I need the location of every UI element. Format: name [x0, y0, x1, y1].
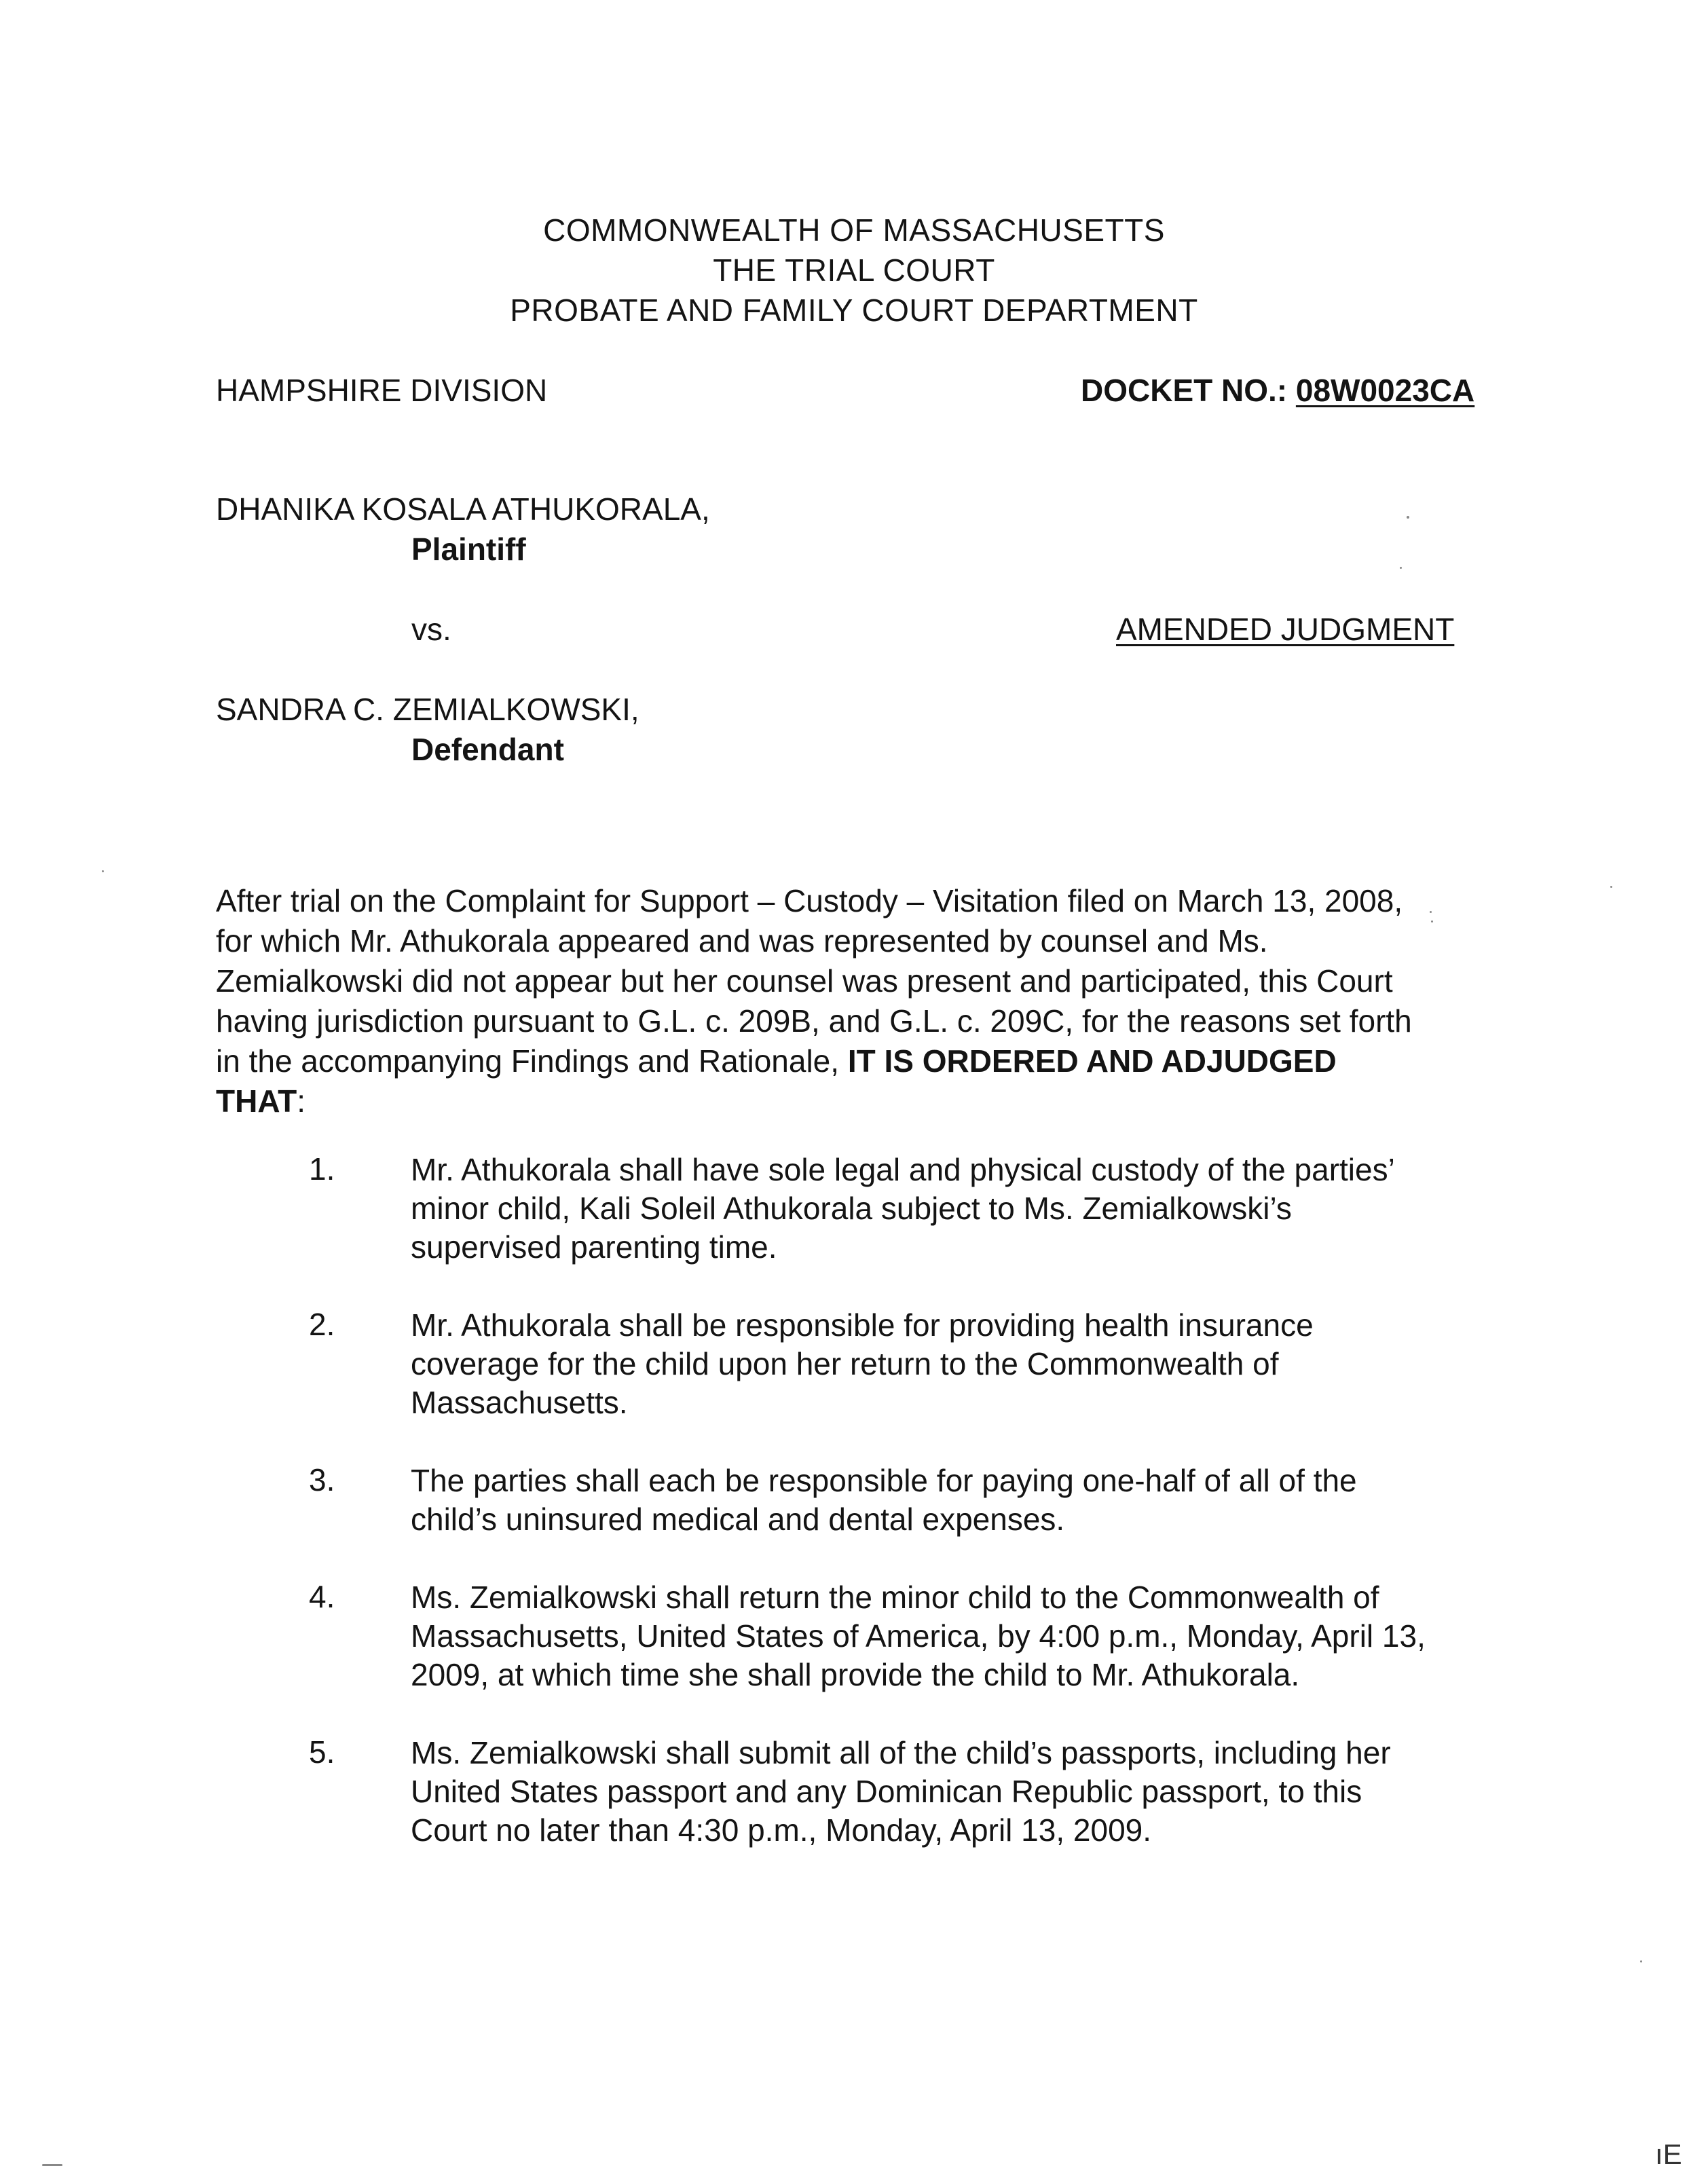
- order-text: [411, 1578, 1531, 1694]
- order-number: 5.: [309, 1734, 335, 1770]
- order-number: 2.: [309, 1307, 335, 1342]
- docket-number: 08W0023CA: [1295, 373, 1475, 408]
- intro-text: in the accompanying Findings and Rationale,: [216, 1043, 848, 1079]
- order-line: Massachusetts, United States of America, by 4:00 p.m., Monday, April 13,: [411, 1618, 1426, 1654]
- order-line: coverage for the child upon her return to the Commonwealth of: [411, 1346, 1279, 1381]
- order-line: Mr. Athukorala shall have sole legal and physical custody of the parties’: [411, 1152, 1395, 1187]
- defendant-name: SANDRA C. ZEMIALKOWSKI,: [216, 692, 639, 727]
- order-number: 4.: [309, 1579, 335, 1614]
- intro-line: Zemialkowski did not appear but her counsel was present and participated, this Court: [216, 963, 1393, 999]
- court-heading-department: PROBATE AND FAMILY COURT DEPARTMENT: [510, 293, 1198, 328]
- order-line: United States passport and any Dominican Republic passport, to this: [411, 1774, 1362, 1809]
- order-line: Court no later than 4:30 p.m., Monday, April 13, 2009.: [411, 1812, 1152, 1848]
- plaintiff-name: DHANIKA KOSALA ATHUKORALA,: [216, 491, 710, 527]
- order-text: [411, 1306, 1531, 1422]
- order-line: child’s uninsured medical and dental expenses.: [411, 1502, 1065, 1537]
- order-line: Ms. Zemialkowski shall return the minor child to the Commonwealth of: [411, 1580, 1379, 1615]
- order-line: Mr. Athukorala shall be responsible for providing health insurance: [411, 1307, 1314, 1343]
- court-heading-commonwealth: COMMONWEALTH OF MASSACHUSETTS: [543, 212, 1165, 248]
- scan-speck: [42, 2164, 62, 2166]
- intro-paragraph: [216, 881, 1519, 1121]
- intro-line: having jurisdiction pursuant to G.L. c. 209B, and G.L. c. 209C, for the reasons set forth: [216, 1003, 1412, 1039]
- scan-speck: [1431, 920, 1433, 923]
- court-heading-trial-court: THE TRIAL COURT: [713, 253, 995, 288]
- scan-speck: [1430, 911, 1432, 913]
- intro-line: [216, 1081, 1519, 1121]
- order-line: 2009, at which time she shall provide the child to Mr. Athukorala.: [411, 1657, 1300, 1692]
- division-label: HAMPSHIRE DIVISION: [216, 373, 548, 408]
- order-line: Ms. Zemialkowski shall submit all of the child’s passports, including her: [411, 1735, 1391, 1770]
- intro-line: for which Mr. Athukorala appeared and was represented by counsel and Ms.: [216, 923, 1268, 958]
- intro-line: After trial on the Complaint for Support – Custody – Visitation filed on March 13, 2008,: [216, 883, 1403, 918]
- order-line: Massachusetts.: [411, 1385, 628, 1420]
- order-number: 1.: [309, 1151, 335, 1187]
- scan-speck: [1610, 886, 1612, 888]
- docket-label: DOCKET NO.:: [1081, 373, 1296, 408]
- corner-mark: ıΕ: [1655, 2138, 1682, 2170]
- docket-line: [1081, 372, 1474, 409]
- scan-speck: [102, 870, 104, 872]
- that-colon: :: [297, 1083, 306, 1119]
- document-title: AMENDED JUDGMENT: [1116, 612, 1455, 647]
- ordered-adjudged: IT IS ORDERED AND ADJUDGED: [847, 1043, 1337, 1079]
- order-text: [411, 1734, 1531, 1850]
- defendant-role: Defendant: [411, 732, 564, 767]
- versus-label: vs.: [411, 612, 451, 647]
- order-line: The parties shall each be responsible for paying one-half of all of the: [411, 1463, 1357, 1498]
- intro-line: [216, 1041, 1519, 1081]
- order-text: [411, 1461, 1531, 1539]
- scan-speck: [1640, 1960, 1642, 1962]
- order-line: minor child, Kali Soleil Athukorala subject to Ms. Zemialkowski’s: [411, 1191, 1292, 1226]
- scan-speck: [1400, 567, 1402, 569]
- scan-speck: [1407, 516, 1409, 519]
- order-number: 3.: [309, 1462, 335, 1497]
- order-line: supervised parenting time.: [411, 1229, 777, 1265]
- plaintiff-role: Plaintiff: [411, 532, 526, 567]
- order-text: [411, 1151, 1531, 1267]
- that-label: THAT: [216, 1083, 297, 1119]
